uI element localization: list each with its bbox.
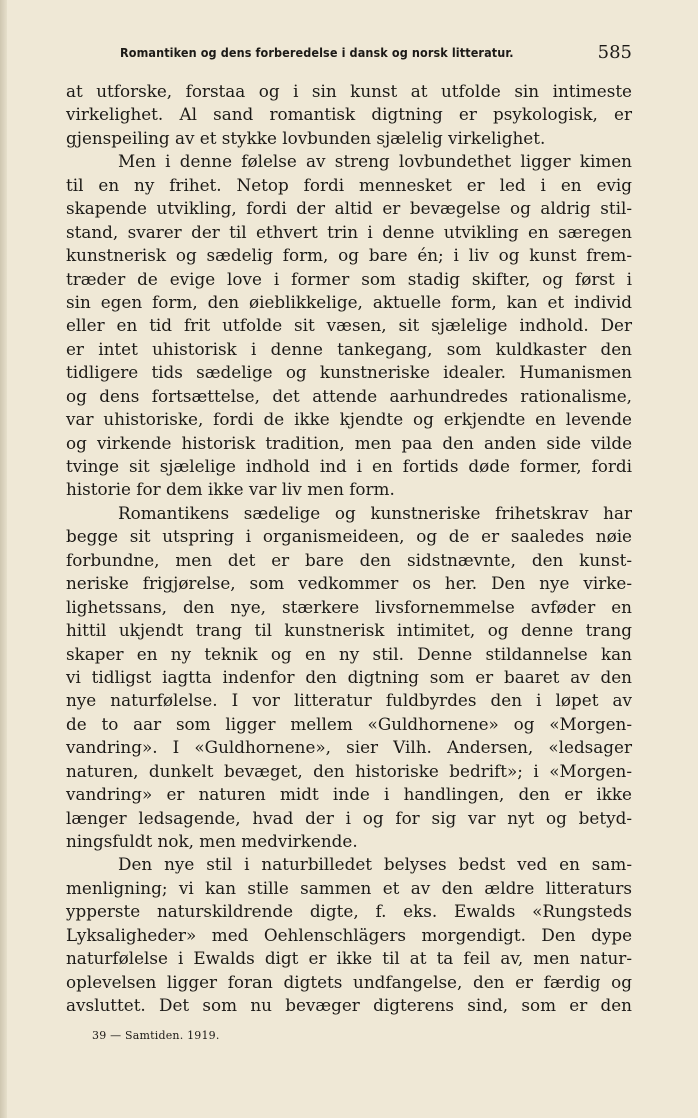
text-line: og virkende historisk tradition, men paa den anden side vilde xyxy=(66,432,632,453)
text-line: skaper en ny teknik og en ny stil. Denne stildannelse kan xyxy=(66,643,632,664)
text-line: ypperste naturskildrende digte, f. eks. Ewalds «Rungsteds xyxy=(66,901,632,922)
text-line: længer ledsagende, hvad der i og for sig var nyt og betyd- xyxy=(66,807,632,828)
text-line: træder de evige love i former som stadig skifter, og først i xyxy=(66,268,632,289)
text-line: er intet uhistorisk i denne tankegang, som kuldkaster den xyxy=(66,338,632,359)
text-line: var uhistoriske, fordi de ikke kjendte og erkjendte en levende xyxy=(66,409,632,430)
text-line: nye naturfølelse. I vor litteratur fuldbyrdes den i løpet av xyxy=(66,690,632,711)
text-line: vandring» er naturen midt inde i handlingen, den er ikke xyxy=(66,784,632,805)
text-line: naturfølelse i Ewalds digt er ikke til at ta feil av, men natur- xyxy=(66,948,632,969)
text-line: stand, svarer der til ethvert trin i denne utvikling en særegen xyxy=(66,221,632,242)
text-line: oplevelsen ligger foran digtets undfangelse, den er færdig og xyxy=(66,971,632,992)
text-line: kunstnerisk og sædelig form, og bare én; i liv og kunst frem- xyxy=(66,245,632,266)
signature-mark: 39 — Samtiden. 1919. xyxy=(92,1029,220,1042)
text-line: at utforske, forstaa og i sin kunst at utfolde sin intimeste xyxy=(66,81,632,101)
text-line: til en ny frihet. Netop fordi mennesket er led i en evig xyxy=(66,174,632,195)
text-line: sin egen form, den øieblikkelige, aktuelle form, kan et individ xyxy=(66,291,632,312)
text-line: avsluttet. Det som nu bevæger digterens sind, som er den xyxy=(66,995,632,1016)
running-title: Romantiken og dens forberedelse i dansk og norsk litteratur. xyxy=(120,45,514,60)
text-line: Den nye stil i naturbilledet belyses bedst ved en sam- xyxy=(118,854,632,875)
text-line: vandring». I «Guldhornene», sier Vilh. Andersen, «ledsager xyxy=(66,737,632,758)
body-text xyxy=(66,80,632,1018)
text-line: historie for dem ikke var liv men form. xyxy=(66,479,395,500)
text-line: gjenspeiling av et stykke lovbunden sjælelig virkelighet. xyxy=(66,127,546,148)
page-number: 585 xyxy=(597,42,632,63)
text-line: tidligere tids sædelige og kunstneriske idealer. Humanismen xyxy=(66,362,632,383)
text-line: eller en tid frit utfolde sit væsen, sit sjælelige indhold. Der xyxy=(66,315,632,336)
text-line: ningsfuldt nok, men medvirkende. xyxy=(66,831,358,851)
text-line: Romantikens sædelige og kunstneriske frihetskrav har xyxy=(118,502,632,523)
text-line: Men i denne følelse av streng lovbundethet ligger kimen xyxy=(118,151,632,172)
text-line: virkelighet. Al sand romantisk digtning er psykologisk, er xyxy=(66,104,632,125)
text-line: tvinge sit sjælelige indhold ind i en fortids døde former, fordi xyxy=(66,456,632,476)
text-line: og dens fortsættelse, det attende aarhundredes rationalisme, xyxy=(66,385,632,406)
text-line: Lyksaligheder» med Oehlenschlägers morgendigt. Den dype xyxy=(66,924,632,945)
text-line: forbundne, men det er bare den sidstnævnte, den kunst- xyxy=(66,549,632,570)
text-line: skapende utvikling, fordi der altid er bevægelse og aldrig stil- xyxy=(66,198,632,219)
text-line: menligning; vi kan stille sammen et av den ældre litteraturs xyxy=(66,877,632,898)
text-line: neriske frigjørelse, som vedkommer os her. Den nye virke- xyxy=(66,573,632,594)
text-line: naturen, dunkelt bevæget, den historiske bedrift»; i «Morgen- xyxy=(66,760,632,781)
text-line: vi tidligst iagtta indenfor den digtning som er baaret av den xyxy=(66,666,632,687)
page-binding-edge xyxy=(0,0,7,1118)
text-line: lighetssans, den nye, stærkere livsfornemmelse avføder en xyxy=(66,596,632,617)
text-line: hittil ukjendt trang til kunstnerisk intimitet, og denne trang xyxy=(66,620,632,641)
text-line: de to aar som ligger mellem «Guldhornene» og «Morgen- xyxy=(66,713,632,734)
text-line: begge sit utspring i organismeideen, og de er saaledes nøie xyxy=(66,526,632,547)
